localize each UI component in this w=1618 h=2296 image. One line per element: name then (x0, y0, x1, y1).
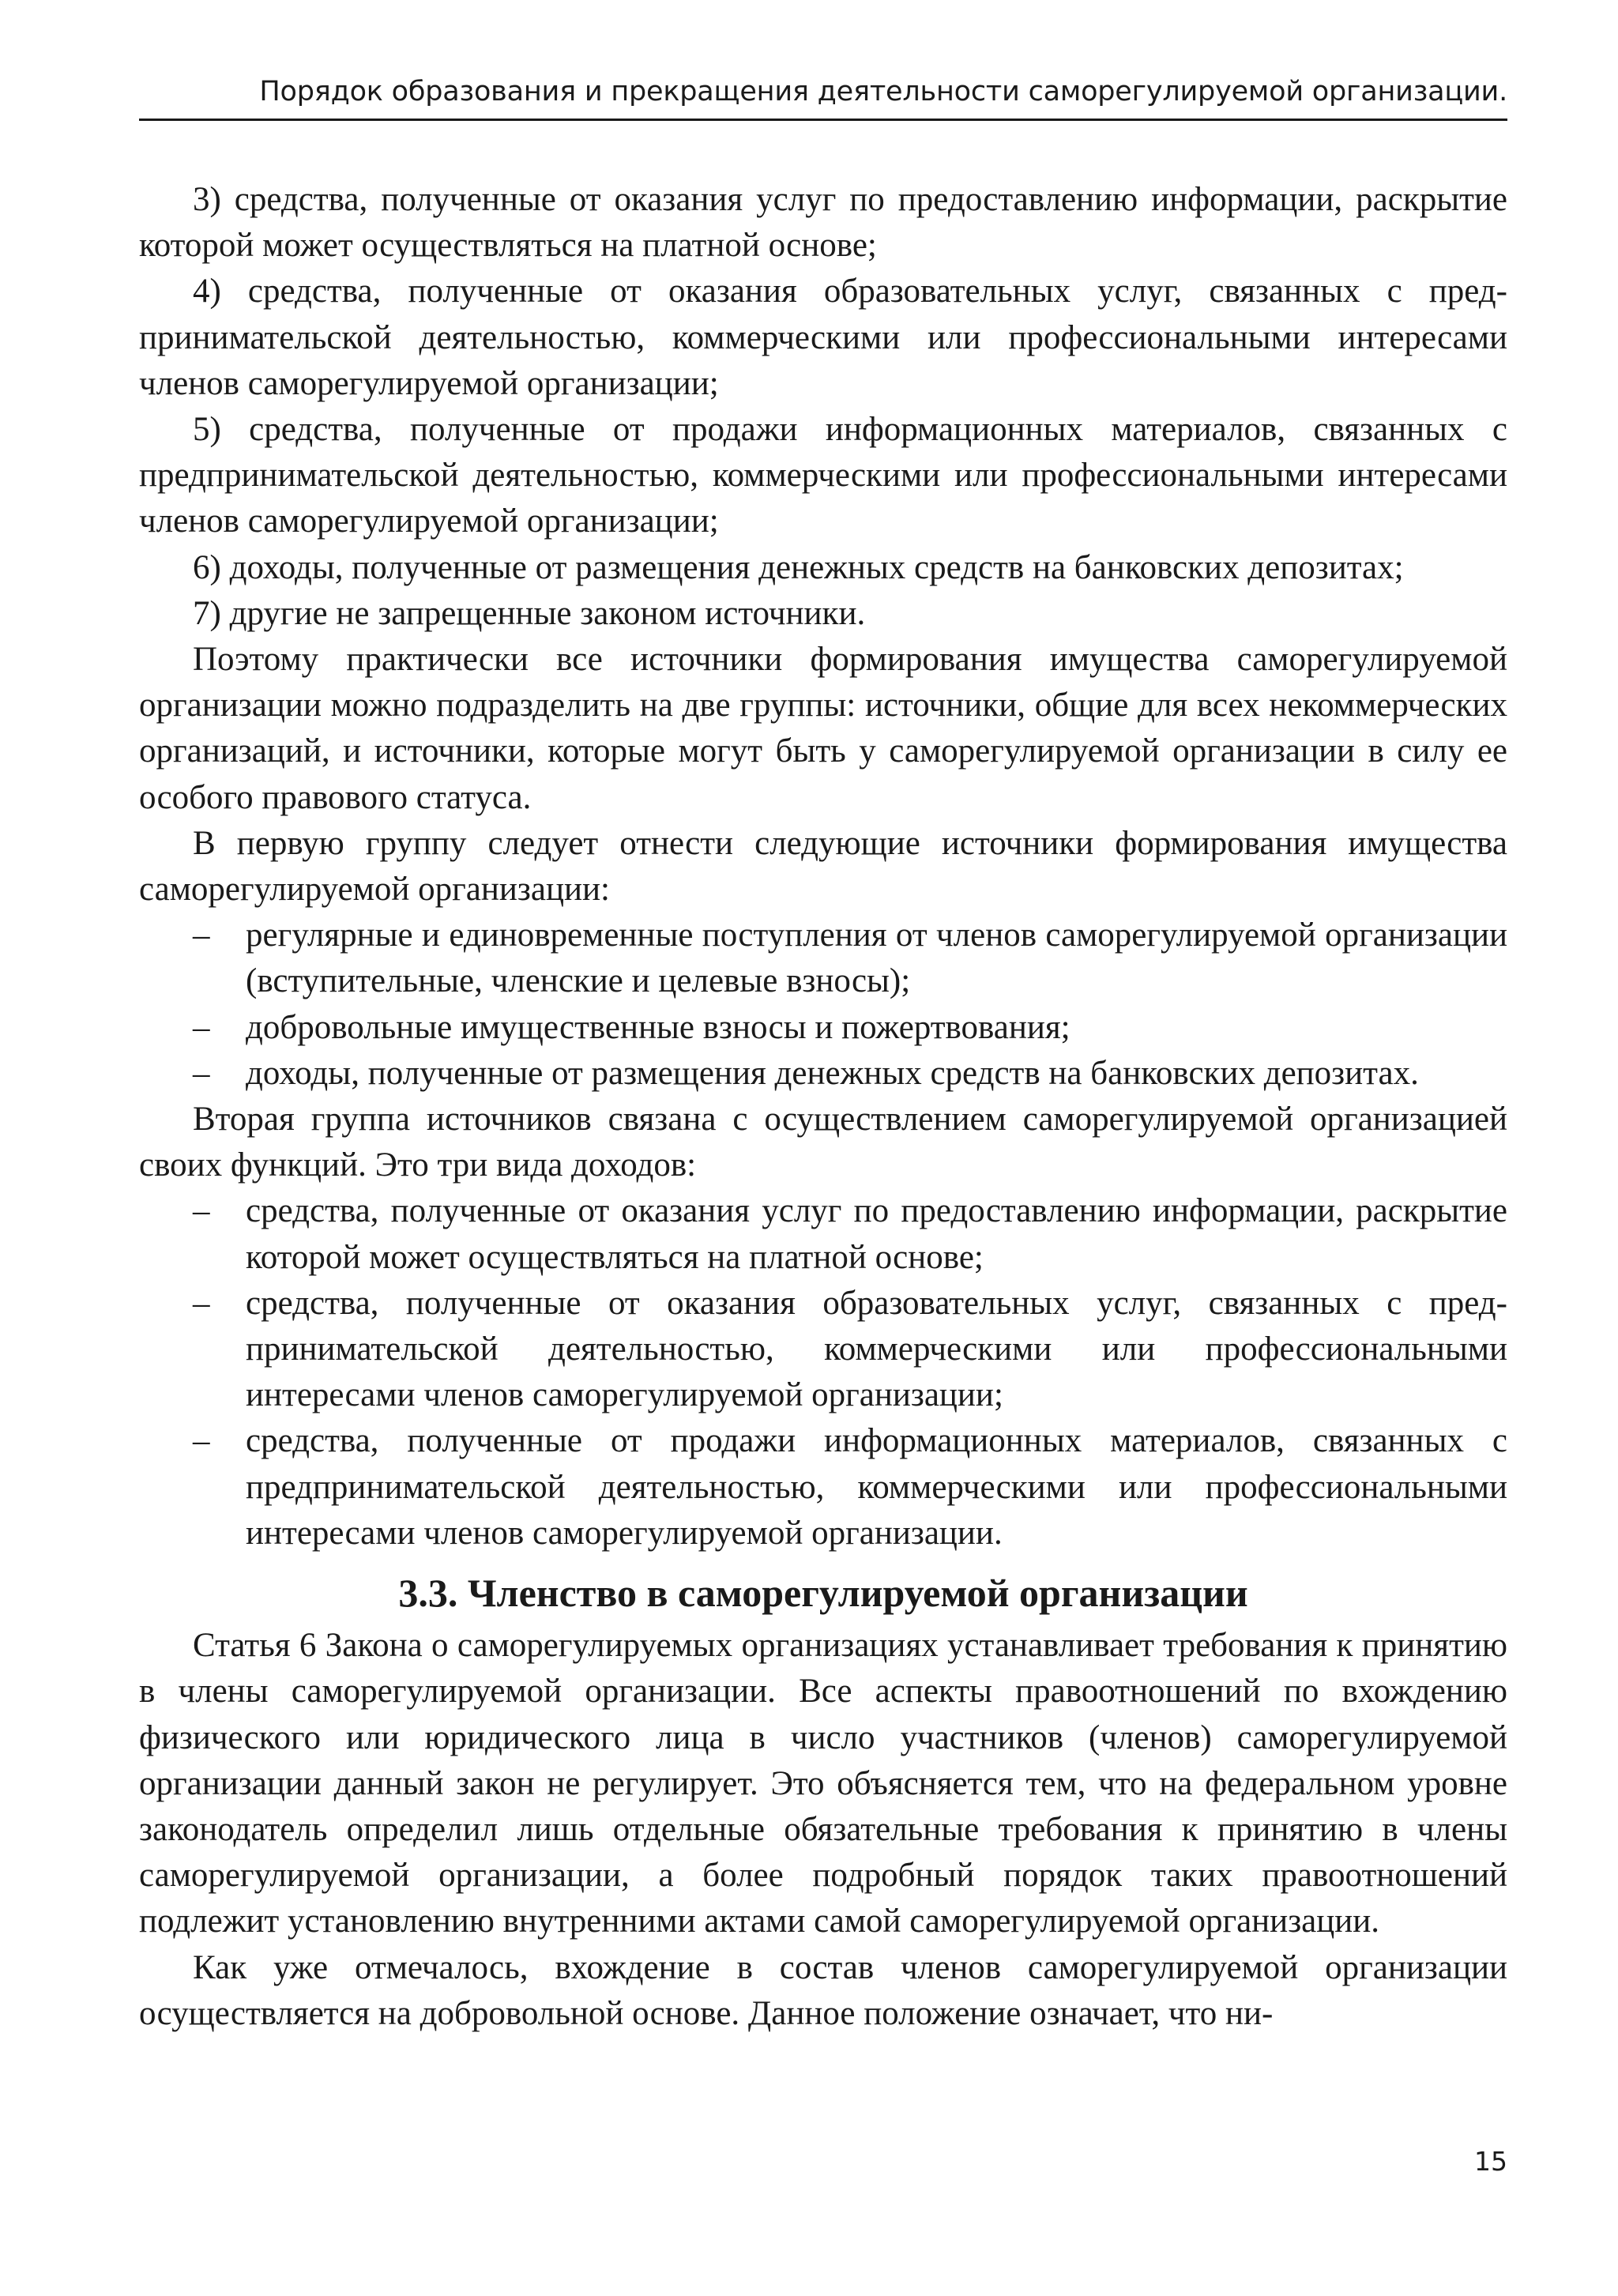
list-item-text: доходы, полученные от размещения денежных средств на банковских депозитах. (246, 1054, 1419, 1092)
list-item (139, 1418, 1507, 1556)
paragraph: Поэтому практически все источники формирования имущества саморегулируемой организации можно подразделить на две группы: источники, общие для всех некоммерческих организаций, и источники, которые могут быть у саморегулируемой организации в силу ее особого правового статуса. (139, 641, 1507, 816)
paragraph: 7) другие не запрещенные законом источники. (193, 594, 866, 632)
second-group-list (139, 1188, 1507, 1556)
list-item (139, 1051, 1507, 1097)
list-item-text: добровольные имущественные взносы и пожертвования; (246, 1008, 1071, 1046)
list-item (139, 1188, 1507, 1280)
running-header: Порядок образования и прекращения деятельности саморегулируемой организации. (139, 76, 1507, 121)
list-item-text: средства, полученные от оказания образовательных услуг, связанных с предпринимательской деятельностью, коммерческими или профессиональными интересами членов саморегулируемой организации; (246, 1284, 1507, 1414)
dash-bullet: – (193, 1284, 210, 1322)
paragraph: 3) средства, полученные от оказания услуг по предоставлению информации, раскрытие которой может осуществляться на платной основе; (139, 181, 1507, 265)
dash-bullet: – (193, 1422, 210, 1460)
paragraph: 6) доходы, полученные от размещения денежных средств на банковских депозитах; (193, 548, 1404, 586)
dash-bullet: – (193, 1054, 210, 1092)
dash-bullet: – (193, 917, 210, 954)
list-item (139, 1281, 1507, 1419)
first-group-list (139, 913, 1507, 1097)
paragraph: Вторая группа источников связана с осуществлением саморегулируемой организацией своих функций. Это три вида доходов: (139, 1101, 1507, 1184)
section-heading: 3.3. Членство в саморегулируемой организации (398, 1571, 1248, 1616)
page-number: 15 (1474, 2146, 1507, 2177)
paragraph: В первую группу следует отнести следующие источники формирования имущества саморегулируемой организации: (139, 824, 1507, 909)
dash-bullet: – (193, 1192, 210, 1230)
paragraph: 4) средства, полученные от оказания образовательных услуг, связанных с предпринимательской деятельностью, коммерческими или профессиональными интересами членов саморегулируемой организации; (139, 273, 1507, 402)
paragraph: 5) средства, полученные от продажи информационных материалов, связанных с предпринимательской деятельностью, коммерческими или профессиональными интересами членов саморегулируемой организации; (139, 411, 1507, 540)
paragraph: Как уже отмечалось, вхождение в состав членов саморегулируемой организации осуществляется на добровольной основе. Данное положение означает, что ни- (139, 1948, 1507, 2032)
list-item-text: регулярные и единовременные поступления от членов саморегулируемой организации (вступительные, членские и целевые взносы); (246, 917, 1507, 1000)
paragraph: Статья 6 Закона о саморегулируемых организациях устанавливает требования к принятию в члены саморегулируемой организации. Все аспекты правоотношений по вхождению физического или юридического лица в число участников (членов) саморегулируемой организации данный закон не регулирует. Это объясняется тем, что на федеральном уровне законодатель определил лишь отдельные обязательные требования к принятию в члены саморегулируемой организации, а более подробный порядок таких правоотношений подлежит установлению внутренними актами самой саморегулируемой организации. (139, 1627, 1507, 1940)
list-item-text: средства, полученные от оказания услуг по предоставлению информации, раскрытие которой может осуществляться на платной основе; (246, 1192, 1507, 1276)
list-item (139, 1005, 1507, 1051)
list-item (139, 913, 1507, 1004)
dash-bullet: – (193, 1008, 210, 1046)
list-item-text: средства, полученные от продажи информационных материалов, связанных с предпринимательской деятельностью, коммерческими или профессиональными интересами членов саморегулируемой организации. (246, 1422, 1507, 1552)
page-body (139, 177, 1507, 2037)
